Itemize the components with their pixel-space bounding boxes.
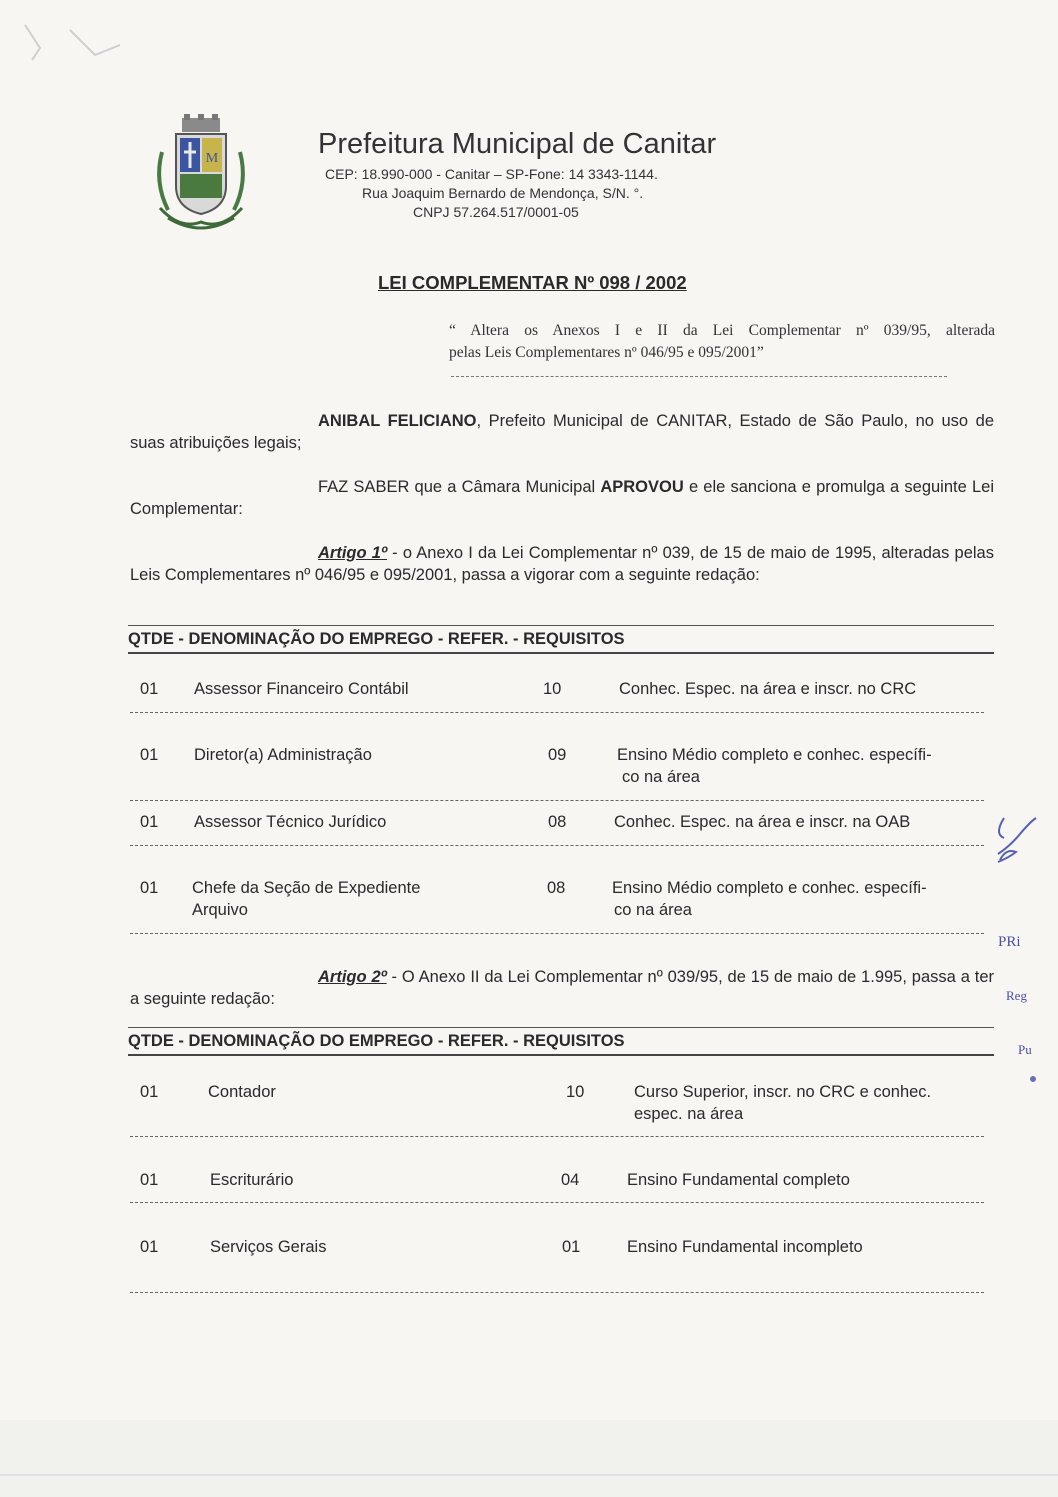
reference-cell: 01 bbox=[562, 1238, 581, 1256]
article-2-text: - O Anexo II da Lei Complementar nº 039/95, de 15 de maio de 1.995, passa a ter a seguinte redação: bbox=[130, 968, 994, 1008]
enactment-paragraph bbox=[130, 476, 994, 520]
enactment-text-1: FAZ SABER que a Câmara Municipal bbox=[318, 478, 601, 496]
row-separator bbox=[130, 1136, 984, 1137]
reference-cell: 08 bbox=[548, 813, 567, 831]
position-cell-continued: Arquivo bbox=[192, 901, 248, 919]
position-cell: Chefe da Seção de Expediente bbox=[192, 879, 421, 897]
requirements-cell: Curso Superior, inscr. no CRC e conhec. bbox=[634, 1083, 932, 1101]
municipal-coat-of-arms bbox=[150, 112, 252, 234]
handwritten-initials-signature bbox=[990, 812, 1042, 866]
requirements-cell: Ensino Médio completo e conhec. específi- bbox=[617, 746, 932, 764]
annex-1-table-header: QTDE - DENOMINAÇÃO DO EMPREGO - REFER. - REQUISITOS bbox=[128, 625, 994, 654]
svg-text:M: M bbox=[205, 151, 219, 166]
address-line-1: CEP: 18.990-000 - Canitar – SP-Fone: 14 3343-1144. bbox=[325, 166, 658, 182]
approved-word: APROVOU bbox=[600, 478, 684, 496]
annex-2-table-header: QTDE - DENOMINAÇÃO DO EMPREGO - REFER. - REQUISITOS bbox=[128, 1027, 994, 1056]
position-cell: Serviços Gerais bbox=[210, 1238, 327, 1256]
organization-name: Prefeitura Municipal de Canitar bbox=[318, 128, 717, 160]
margin-stamp-text-3: Pu bbox=[1018, 1042, 1032, 1057]
qty-cell: 01 bbox=[140, 1083, 159, 1101]
position-cell: Diretor(a) Administração bbox=[194, 746, 372, 764]
article-1-label: Artigo 1º bbox=[318, 544, 387, 562]
position-cell: Assessor Técnico Jurídico bbox=[194, 813, 387, 831]
reference-cell: 10 bbox=[566, 1083, 585, 1101]
reference-cell: 09 bbox=[548, 746, 567, 764]
row-separator bbox=[130, 712, 984, 713]
qty-cell: 01 bbox=[140, 1238, 159, 1256]
article-1-paragraph bbox=[130, 542, 994, 586]
law-summary-line-1: “ Altera os Anexos I e II da Lei Complementar nº 039/95, alterada bbox=[449, 322, 995, 339]
position-cell: Assessor Financeiro Contábil bbox=[194, 680, 409, 698]
row-separator bbox=[130, 933, 984, 934]
position-cell: Escriturário bbox=[210, 1171, 294, 1189]
qty-cell: 01 bbox=[140, 746, 159, 764]
law-summary bbox=[449, 320, 995, 364]
cnpj-number: CNPJ 57.264.517/0001-05 bbox=[413, 204, 579, 220]
article-1-text: - o Anexo I da Lei Complementar nº 039, de 15 de maio de 1995, alteradas pelas Leis Complementares nº 046/95 e 095/2001, passa a vigorar com a seguinte redação: bbox=[130, 544, 994, 584]
requirements-cell: Conhec. Espec. na área e inscr. no CRC bbox=[619, 680, 917, 698]
margin-stamp-text-1: PRi bbox=[998, 934, 1021, 950]
summary-separator bbox=[451, 376, 947, 377]
qty-cell: 01 bbox=[140, 1171, 159, 1189]
reference-cell: 04 bbox=[561, 1171, 580, 1189]
requirements-cell: Ensino Fundamental incompleto bbox=[627, 1238, 863, 1256]
qty-cell: 01 bbox=[140, 813, 159, 831]
requirements-cell-continued: espec. na área bbox=[634, 1105, 744, 1123]
qty-cell: 01 bbox=[140, 879, 159, 897]
reference-cell: 10 bbox=[543, 680, 562, 698]
requirements-cell: Ensino Fundamental completo bbox=[627, 1171, 850, 1189]
row-separator bbox=[130, 845, 984, 846]
requirements-cell: Ensino Médio completo e conhec. específi- bbox=[612, 879, 927, 897]
row-separator bbox=[130, 1202, 984, 1203]
enactment-text-2: e ele sanciona e promulga a seguinte Lei Complementar: bbox=[130, 478, 994, 518]
requirements-cell-continued: co na área bbox=[614, 901, 692, 919]
row-separator bbox=[130, 1292, 984, 1293]
preamble-paragraph bbox=[130, 410, 994, 454]
reference-cell: 08 bbox=[547, 879, 566, 897]
article-2-paragraph bbox=[130, 966, 994, 1010]
law-summary-line-2: pelas Leis Complementares nº 046/95 e 095/2001” bbox=[449, 344, 764, 361]
stamp-mark bbox=[1030, 1076, 1036, 1082]
requirements-cell: Conhec. Espec. na área e inscr. na OAB bbox=[614, 813, 911, 831]
qty-cell: 01 bbox=[140, 680, 159, 698]
address-line-2: Rua Joaquim Bernardo de Mendonça, S/N. °. bbox=[362, 185, 644, 201]
mayor-name: ANIBAL FELICIANO bbox=[318, 412, 477, 430]
law-title: LEI COMPLEMENTAR Nº 098 / 2002 bbox=[378, 272, 687, 293]
article-2-label: Artigo 2º bbox=[318, 968, 387, 986]
row-separator bbox=[130, 800, 984, 801]
position-cell: Contador bbox=[208, 1083, 276, 1101]
margin-stamp-text-2: Reg bbox=[1006, 988, 1027, 1003]
preamble-text: , Prefeito Municipal de CANITAR, Estado de São Paulo, no uso de suas atribuições legais; bbox=[130, 412, 994, 452]
requirements-cell-continued: co na área bbox=[622, 768, 700, 786]
